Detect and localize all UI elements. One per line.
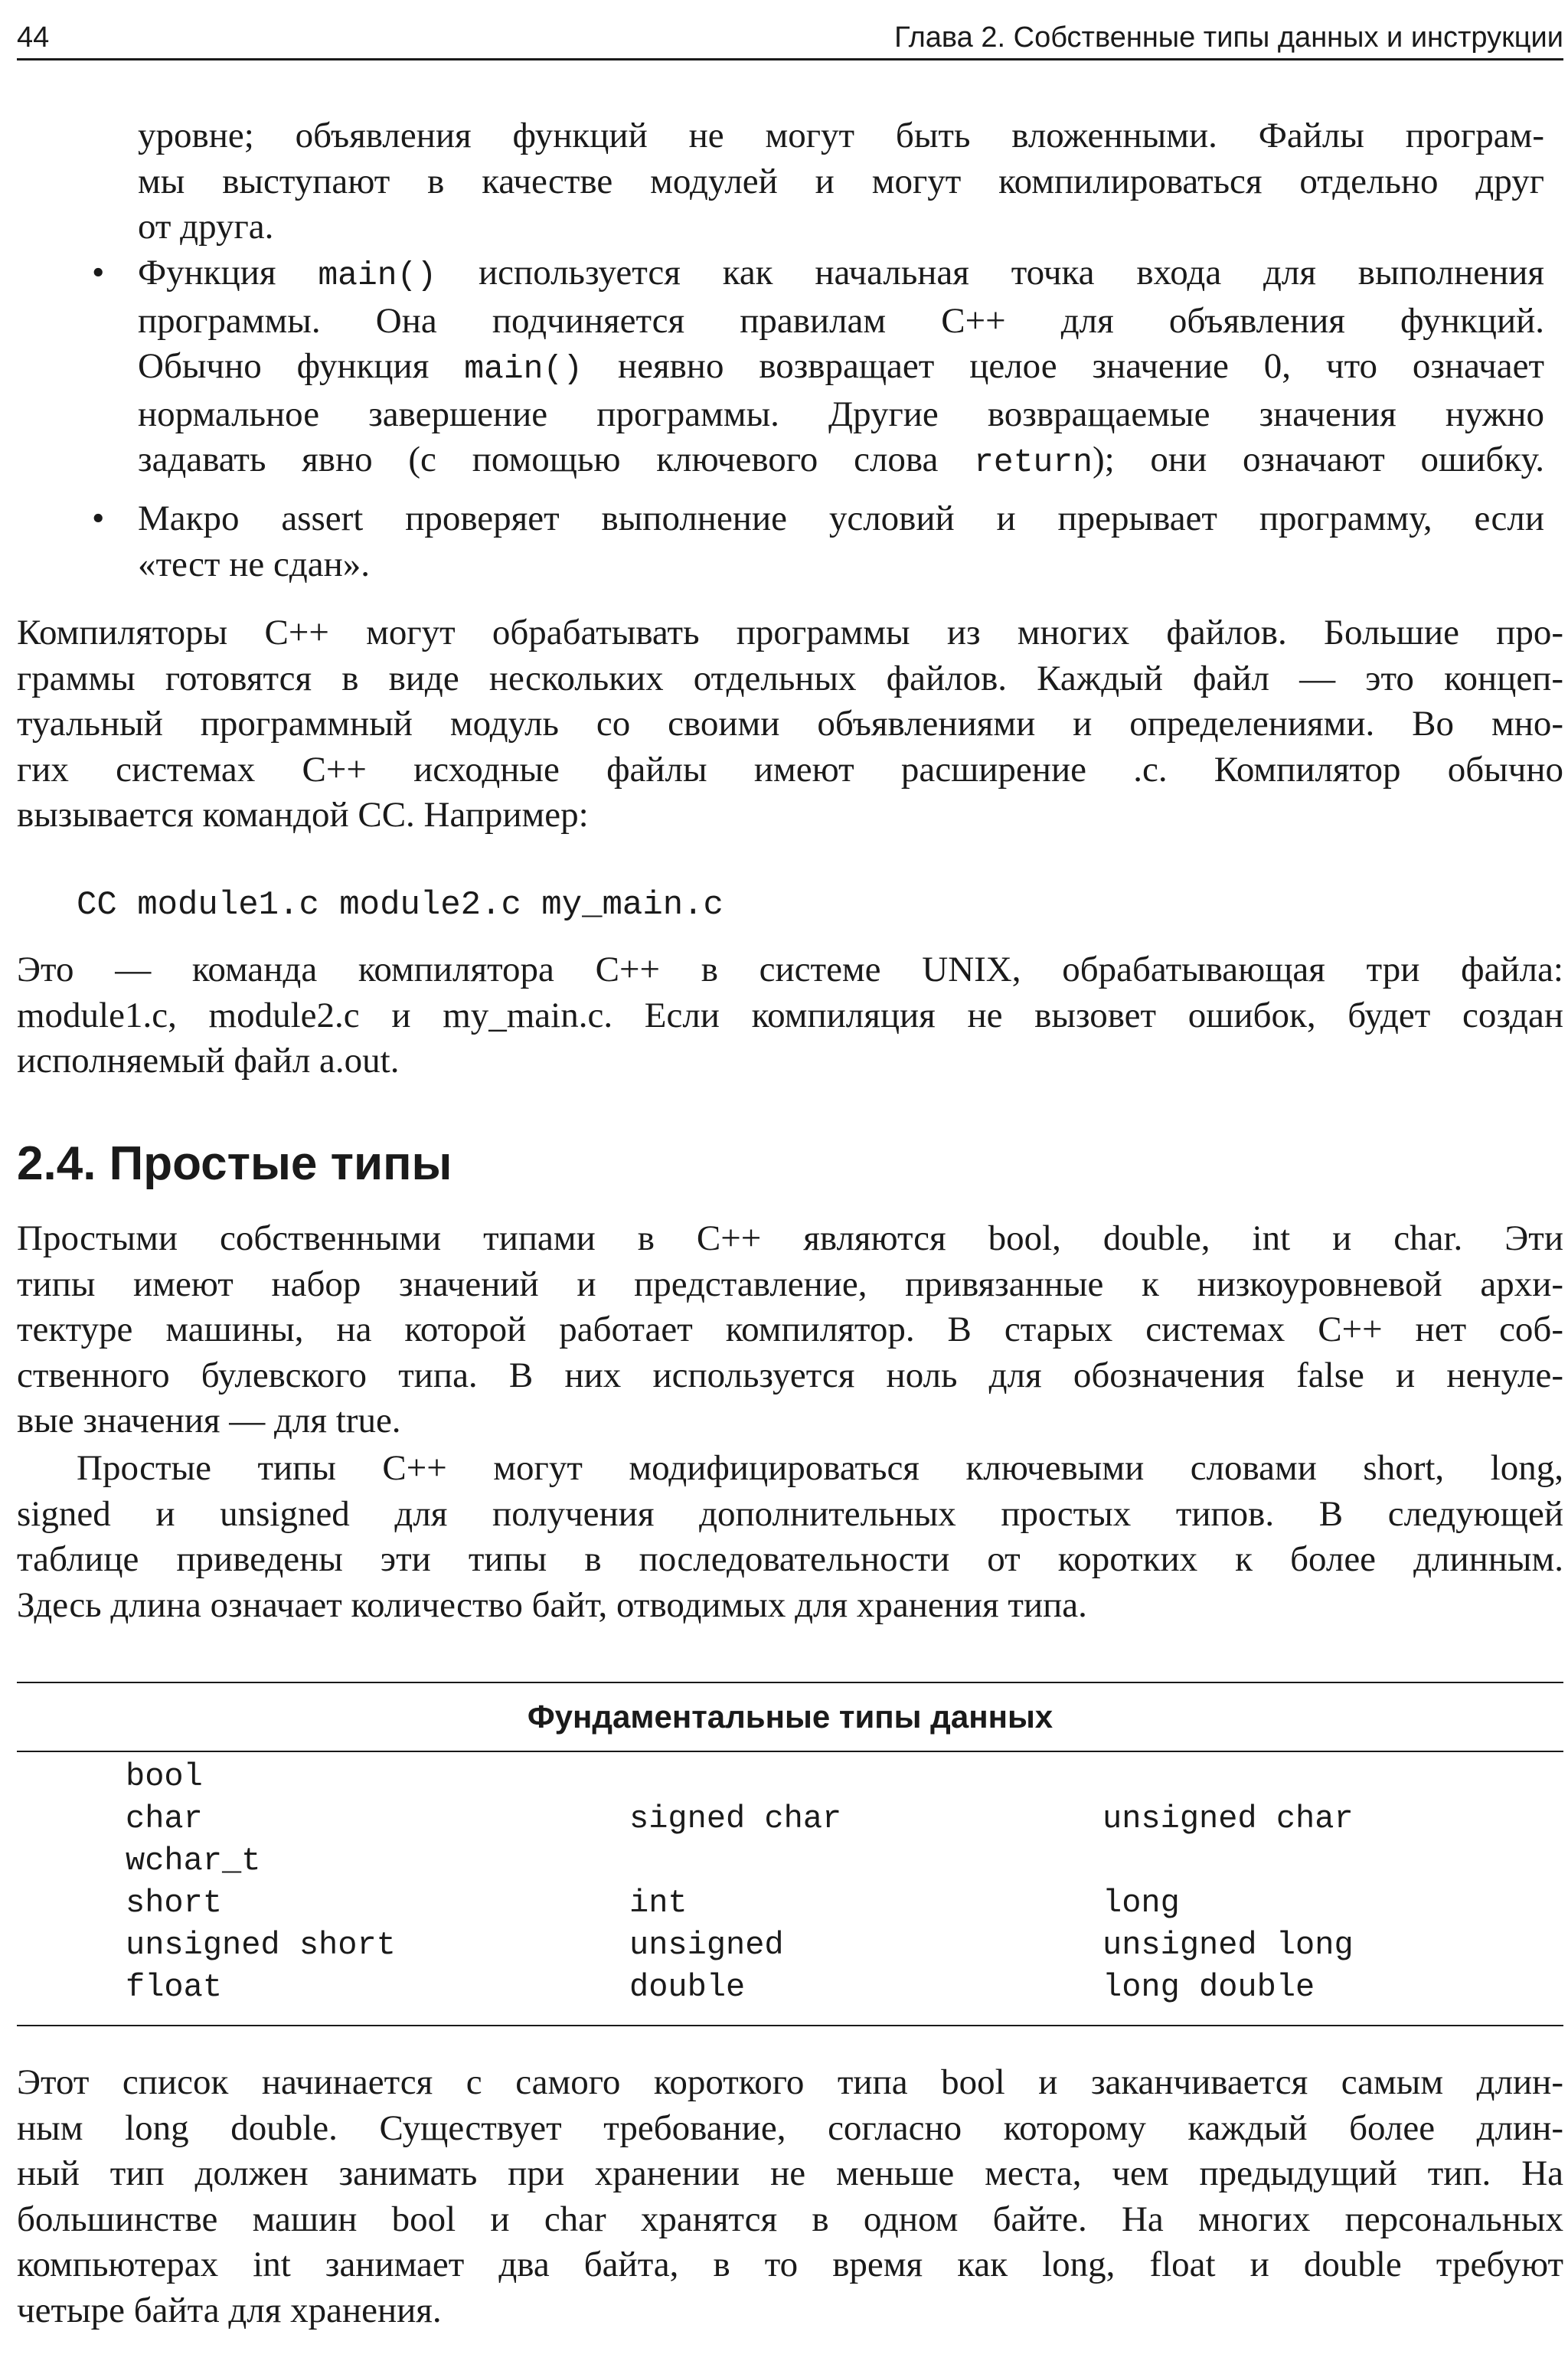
table-cell: bool	[126, 1758, 203, 1795]
table-cell: double	[629, 1969, 746, 2006]
table-cell: unsigned long	[1102, 1927, 1354, 1964]
text-line: ный тип должен занимать при хранении не меньше места, чем предыдущий тип. На	[17, 2153, 1563, 2193]
table-caption: Фундаментальные типы данных	[527, 1699, 1054, 1735]
chapter-title: Глава 2. Собственные типы данных и инструкции	[894, 21, 1563, 54]
text-line: тектуре машины, на которой работает компилятор. В старых системах C++ нет соб-	[17, 1310, 1563, 1349]
text-line: компьютерах int занимает два байта, в то время как long, float и double требуют	[17, 2245, 1563, 2284]
text-line: туальный программный модуль со своими объявлениями и определениями. Во мно-	[17, 704, 1563, 744]
text-line: мы выступают в качестве модулей и могут компилироваться отдельно друг	[138, 161, 1544, 201]
inline-code: main()	[464, 350, 583, 387]
text-line: Простыми собственными типами в C++ являются bool, double, int и char. Эти	[17, 1218, 1563, 1258]
intro-paragraph	[138, 113, 1544, 250]
text-line: большинстве машин bool и char хранятся в одном байте. На многих персональных	[17, 2199, 1563, 2239]
text-line: вызывается командой CC. Например:	[17, 795, 589, 835]
table-bottom-rule	[17, 2025, 1563, 2026]
paragraph-compilers	[17, 610, 1563, 839]
inline-code: return	[974, 443, 1093, 481]
section-heading: 2.4. Простые типы	[17, 1137, 452, 1190]
table-cell: float	[126, 1969, 223, 2006]
header-rule	[17, 58, 1563, 60]
text-line: Этот список начинается с самого короткого типа bool и заканчивается самым длин-	[17, 2062, 1563, 2102]
text-line: ственного булевского типа. В них используется ноль для обозначения false и ненуле-	[17, 1355, 1563, 1395]
text-line: вые значения — для true.	[17, 1401, 401, 1440]
text-line: от друга.	[138, 207, 274, 247]
table-cell: long	[1102, 1885, 1180, 1921]
table-cell: char	[126, 1800, 203, 1837]
text-line: Обычно функция main() неявно возвращает целое значение 0, что означает	[138, 346, 1544, 387]
inline-code: main()	[318, 257, 437, 294]
text-line: signed и unsigned для получения дополнительных простых типов. В следующей	[17, 1493, 1563, 1534]
text-line: Компиляторы C++ могут обрабатывать программы из многих файлов. Большие про-	[17, 613, 1563, 652]
bullet-dot: •	[92, 253, 105, 293]
text-line: гих системах C++ исходные файлы имеют расширение .c. Компилятор обычно	[17, 749, 1563, 790]
code-example: CC module1.c module2.c my_main.c	[77, 886, 724, 924]
text-line: типы имеют набор значений и представление, привязанные к низкоуровневой архи-	[17, 1264, 1563, 1304]
text-line: уровне; объявления функций не могут быть вложенными. Файлы програм-	[138, 116, 1544, 155]
table-cell: long double	[1102, 1969, 1315, 2006]
text-line: задавать явно (с помощью ключевого слова return); они означают ошибку.	[138, 440, 1544, 481]
text-line: Функция main() используется как начальная точка входа для выполнения	[138, 253, 1544, 294]
table-cell: signed char	[629, 1800, 842, 1837]
text-line: «тест не сдан».	[138, 544, 371, 584]
paragraph-simple-types	[17, 1216, 1563, 1444]
text-line: граммы готовятся в виде нескольких отдельных файлов. Каждый файл — это концеп-	[17, 658, 1563, 698]
table-cell: short	[126, 1885, 223, 1921]
text-line: нормальное завершение программы. Другие возвращаемые значения нужно	[138, 394, 1544, 434]
text-line: Здесь длина означает количество байт, отводимых для хранения типа.	[17, 1584, 1087, 1625]
text-line: исполняемый файл a.out.	[17, 1041, 400, 1081]
table-header-rule	[17, 1751, 1563, 1752]
text-line: ным long double. Существует требование, согласно которому каждый более длин-	[17, 2107, 1563, 2148]
bullet-list-item	[63, 496, 1544, 587]
bullet-list-item	[63, 250, 1544, 486]
text-line: программы. Она подчиняется правилам C++ для объявления функций.	[138, 300, 1544, 341]
bullet-dot: •	[92, 499, 105, 538]
page-number: 44	[17, 21, 50, 54]
text-line: Это — команда компилятора C++ в системе UNIX, обрабатывающая три файла:	[17, 950, 1563, 989]
table-cell: int	[629, 1885, 688, 1921]
text-line: Макро assert проверяет выполнение условий и прерывает программу, если	[138, 499, 1544, 538]
text-line: module1.c, module2.c и my_main.c. Если компиляция не вызовет ошибок, будет создан	[17, 995, 1563, 1035]
text-line: таблице приведены эти типы в последовательности от коротких к более длинным.	[17, 1539, 1563, 1579]
paragraph-type-sizes	[17, 2060, 1563, 2333]
table-cell: unsigned short	[126, 1927, 396, 1964]
paragraph-modifiers	[17, 1446, 1563, 1628]
text-line: Простые типы C++ могут модифицироваться ключевыми словами short, long,	[77, 1448, 1563, 1488]
table-cell: unsigned	[629, 1927, 784, 1964]
table-top-rule	[17, 1682, 1563, 1683]
book-page	[17, 0, 1563, 2374]
table-cell: unsigned char	[1102, 1800, 1354, 1837]
table-cell: wchar_t	[126, 1843, 261, 1879]
text-line: четыре байта для хранения.	[17, 2290, 442, 2330]
paragraph-command	[17, 947, 1563, 1084]
